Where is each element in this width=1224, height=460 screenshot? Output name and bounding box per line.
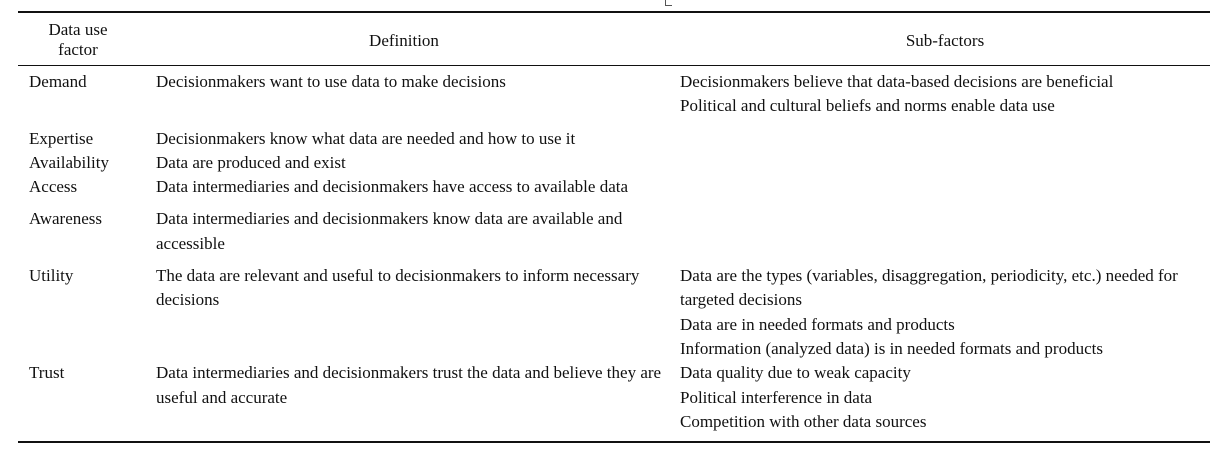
table-row-availability bbox=[18, 151, 1210, 175]
table-row-expertise bbox=[18, 127, 1210, 151]
subfactor-item: Data are the types (variables, disaggregation, periodicity, etc.) needed for targeted decisions bbox=[680, 266, 1178, 310]
table-row-awareness bbox=[18, 207, 1210, 256]
cell-factor: Availability bbox=[29, 152, 109, 172]
cell-factor: Trust bbox=[29, 363, 65, 383]
header-factor-line1: Data use bbox=[48, 20, 108, 39]
cell-subfactors bbox=[680, 175, 1210, 199]
cell-definition: Data intermediaries and decisionmakers know data are available and accessible bbox=[156, 209, 623, 253]
table-header-rule bbox=[18, 65, 1210, 66]
cell-subfactors bbox=[680, 127, 1210, 151]
subfactor-item: Political and cultural beliefs and norms enable data use bbox=[680, 96, 1055, 116]
table-top-rule bbox=[18, 11, 1210, 13]
caption-fragment bbox=[665, 0, 672, 6]
cell-factor: Utility bbox=[29, 266, 74, 286]
table-row-access bbox=[18, 175, 1210, 199]
cell-factor: Demand bbox=[29, 72, 87, 91]
header-factor-line2: factor bbox=[58, 40, 98, 59]
table-row-demand bbox=[18, 70, 1210, 119]
cell-definition: Data are produced and exist bbox=[156, 152, 346, 172]
header-data-use-factor bbox=[18, 20, 138, 60]
cell-subfactors bbox=[680, 264, 1210, 361]
table-row-utility bbox=[18, 264, 1210, 361]
subfactor-item: Data are in needed formats and products bbox=[680, 314, 955, 334]
header-subfactors: Sub-factors bbox=[905, 31, 985, 50]
subfactor-item: Political interference in data bbox=[680, 387, 873, 407]
cell-factor: Expertise bbox=[29, 128, 94, 148]
subfactor-item: Competition with other data sources bbox=[680, 411, 927, 431]
subfactor-item: Decisionmakers believe that data-based decisions are beneficial bbox=[680, 72, 1114, 91]
cell-definition: Data intermediaries and decisionmakers have access to available data bbox=[156, 177, 629, 197]
cell-subfactors bbox=[680, 151, 1210, 175]
header-definition: Definition bbox=[369, 31, 439, 50]
cell-definition: Decisionmakers know what data are needed and how to use it bbox=[156, 128, 576, 148]
table-body bbox=[18, 70, 1210, 434]
cell-subfactors bbox=[680, 70, 1210, 119]
cell-definition: The data are relevant and useful to decisionmakers to inform necessary decisions bbox=[156, 266, 640, 310]
subfactor-item: Information (analyzed data) is in needed formats and products bbox=[680, 338, 1103, 358]
table-row-trust bbox=[18, 361, 1210, 434]
cell-subfactors bbox=[680, 207, 1210, 256]
cell-subfactors bbox=[680, 361, 1210, 434]
cell-factor: Awareness bbox=[29, 209, 103, 229]
cell-definition: Decisionmakers want to use data to make decisions bbox=[156, 72, 506, 91]
cell-definition: Data intermediaries and decisionmakers trust the data and believe they are useful and accurate bbox=[156, 363, 662, 407]
table-bottom-rule bbox=[18, 441, 1210, 443]
subfactor-item: Data quality due to weak capacity bbox=[680, 363, 911, 383]
cell-factor: Access bbox=[29, 177, 78, 197]
